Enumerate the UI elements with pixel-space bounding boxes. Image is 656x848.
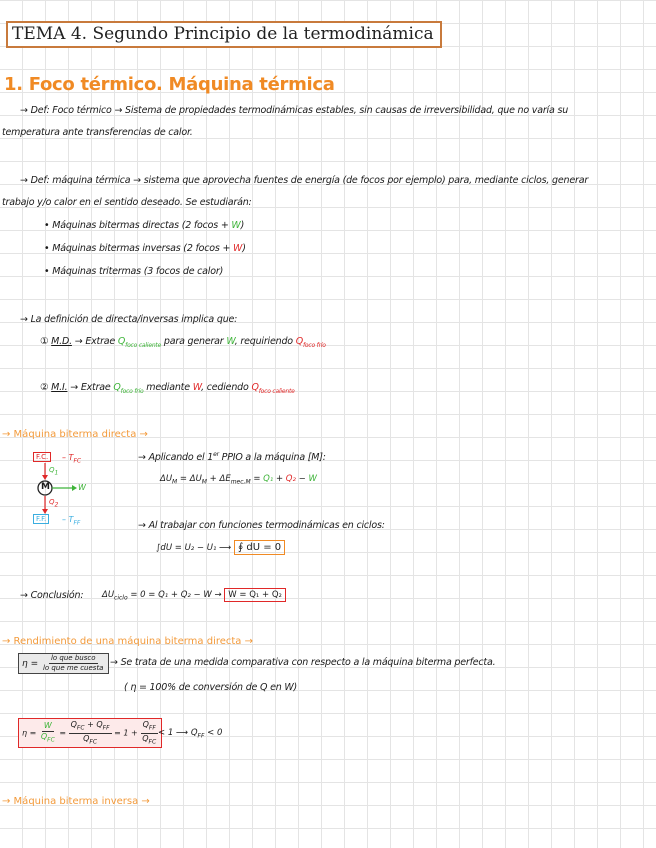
equation-primer-principio: $\Delta U_M = \Delta U_M + \Delta E_{mec,M} = Q_1 + Q_2 - W$ bbox=[160, 474, 317, 486]
t-ff-label: – $T_{FF}$ bbox=[62, 515, 81, 527]
conclusion-box: W = Q₁ + Q₂ bbox=[224, 588, 286, 602]
def-maquina-line2: trabajo y/o calor en el sentido deseado. Se estudiarán: bbox=[2, 197, 252, 208]
q1-label: Q1 bbox=[49, 466, 59, 477]
list-item-directas: • Máquinas bitermas directas (2 focos + W) bbox=[44, 220, 245, 231]
list-item-tritermas: • Máquinas tritermas (3 focos de calor) bbox=[44, 266, 224, 277]
md-line: ① M.D. → Extrae $Q_{foco caliente}$ para generar W, requiriendo $Q_{foco frío}$ bbox=[40, 336, 326, 349]
m-label: M bbox=[41, 482, 50, 492]
trabajar-ciclos-line: → Al trabajar con funciones termodinámicas en ciclos: bbox=[138, 520, 385, 531]
definicion-intro: → La definición de directa/inversas implica que: bbox=[20, 314, 238, 325]
t-fc-label: – $T_{FC}$ bbox=[62, 453, 82, 465]
section-heading-foco-termico: 1. Foco térmico. Máquina térmica bbox=[4, 74, 335, 95]
q2-label: Q2 bbox=[49, 498, 59, 509]
heading-maquina-directa: → Máquina biterma directa → bbox=[2, 429, 148, 440]
eta-conclusion: < 1 ⟶ $Q_{FF} < 0$ bbox=[158, 728, 223, 740]
def-foco-line2: temperatura ante transferencias de calor. bbox=[2, 127, 193, 138]
def-maquina-line1: → Def: máquina térmica → sistema que aprovecha fuentes de energía (de focos por ejemplo) para, mediante ciclos, generar bbox=[20, 175, 589, 186]
heading-maquina-inversa: → Máquina biterma inversa → bbox=[2, 796, 150, 807]
mi-line: ② M.I. → Extrae $Q_{foco frío}$ mediante W, cediendo $Q_{foco caliente}$ bbox=[40, 382, 295, 395]
rendimiento-desc: → Se trata de una medida comparativa con respecto a la máquina biterma perfecta. bbox=[110, 657, 496, 668]
aplicando-line: → Aplicando el 1er PPIO a la máquina [M]: bbox=[138, 451, 326, 464]
page-title: TEMA 4. Segundo Principio de la termodinámica bbox=[6, 21, 442, 48]
foco-frio-box: F.F. bbox=[33, 514, 49, 524]
rendimiento-note: ( η = 100% de conversión de Q en W) bbox=[124, 682, 298, 693]
equation-ciclo: ∫dU = U₂ − U₁ ⟶ ∮ dU = 0 bbox=[156, 542, 285, 553]
eta-formula-box: η = $\frac{W}{Q_{FC}}$ = $\frac{Q_{FC} + Q_{FF}}{Q_{FC}}$ = 1 + $\frac{Q_{FF}}{Q_{FC}}$ bbox=[18, 718, 162, 748]
list-item-inversas: • Máquinas bitermas inversas (2 focos + W) bbox=[44, 243, 246, 254]
ciclo-result-box: ∮ dU = 0 bbox=[234, 540, 285, 555]
w-label: W bbox=[78, 483, 86, 492]
def-foco-line1: → Def: Foco térmico → Sistema de propiedades termodinámicas estables, sin causas de irreversibilidad, que no varía su bbox=[20, 105, 569, 116]
eta-definition-box: η = $\frac{\text{lo que busco}}{\text{lo que me cuesta}}$ bbox=[18, 653, 109, 674]
foco-caliente-box: F.C. bbox=[33, 452, 51, 462]
conclusion-label: → Conclusión: bbox=[20, 590, 84, 601]
maquina-diagram bbox=[30, 450, 110, 530]
conclusion-equation: $\Delta U_{ciclo} = 0 = Q_1 + Q_2 - W \to W = Q_1 + Q_2$ bbox=[102, 590, 286, 602]
heading-rendimiento: → Rendimiento de una máquina biterma directa → bbox=[2, 636, 253, 647]
